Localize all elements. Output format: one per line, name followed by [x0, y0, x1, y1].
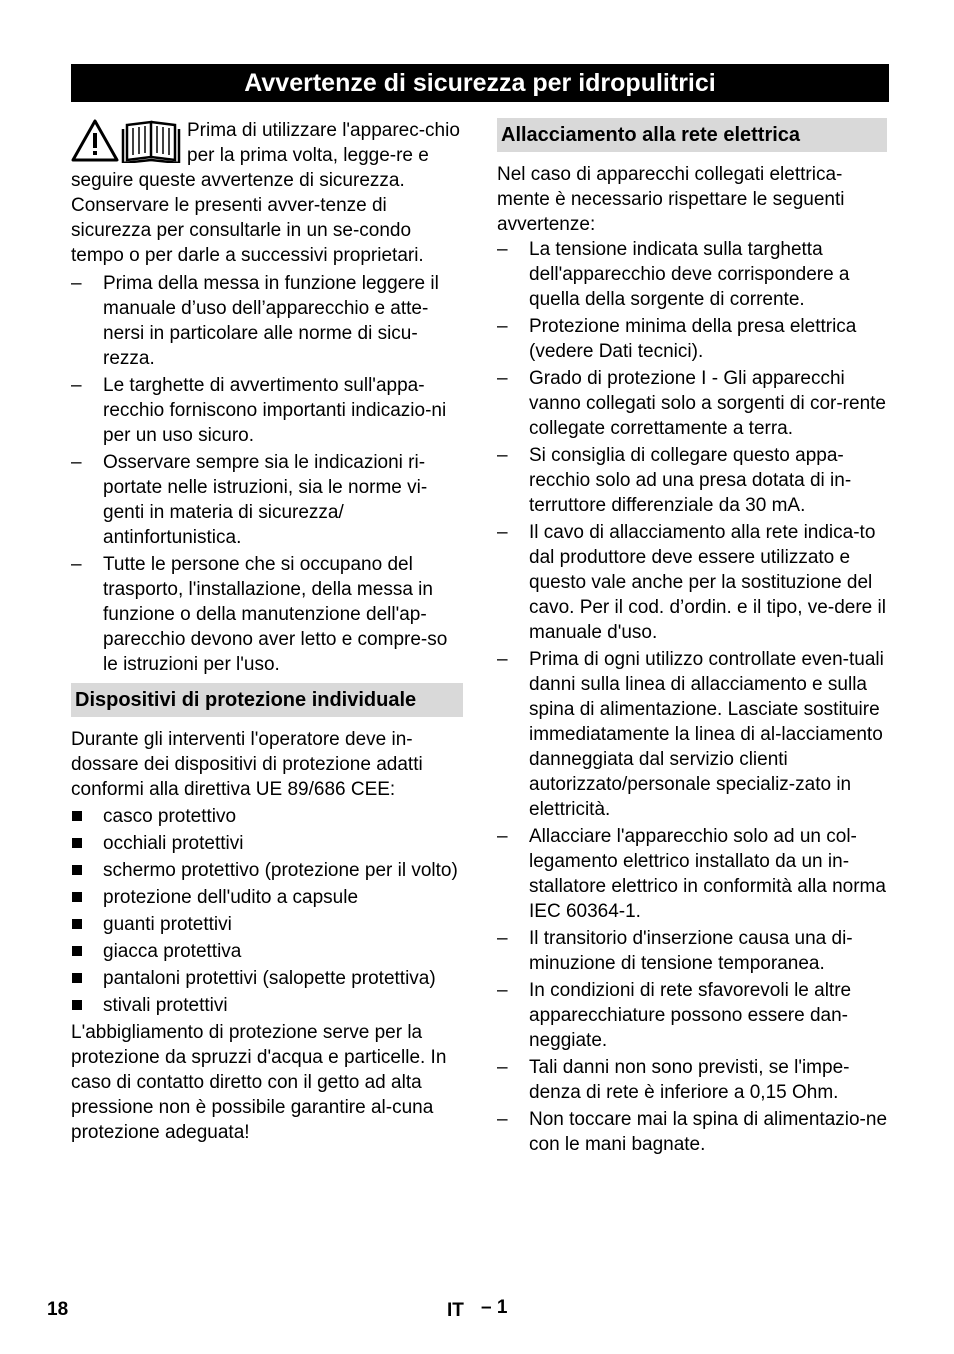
list-item: casco protettivo: [71, 804, 463, 829]
list-item: – La tensione indicata sulla targhetta dell'apparecchio deve corrispondere a quella della sorgente di corrente.: [497, 237, 887, 312]
protective-clothing-note: L'abbigliamento di protezione serve per la protezione da spruzzi d'acqua e particelle. In caso di contatto diretto con il getto ad alta pressione non è possibile garantire al-cuna protezione adeguata!: [71, 1022, 447, 1143]
list-item: pantaloni protettivi (salopette protettiva): [71, 966, 463, 991]
list-item: – Protezione minima della presa elettrica (vedere Dati tecnici).: [497, 314, 887, 364]
language-code: IT: [447, 1300, 464, 1321]
list-item: – Non toccare mai la spina di alimentazio-ne con le mani bagnate.: [497, 1107, 887, 1157]
list-item: – In condizioni di rete sfavorevoli le altre apparecchiature possono essere dan-neggiate.: [497, 978, 887, 1053]
list-item: giacca protettiva: [71, 939, 463, 964]
list-item: – Allacciare l'apparecchio solo ad un col-legamento elettrico installato da un in-stallatore elettrico in conformità alla norma IEC 60364-1.: [497, 824, 887, 924]
list-item: schermo protettivo (protezione per il volto): [71, 858, 463, 883]
list-item: – Tutte le persone che si occupano del trasporto, l'installazione, della messa in funzione o della manutenzione dell'ap-parecchio devono aver letto e compre-so le istruzioni per l'uso.: [71, 552, 463, 677]
section-heading-electrical-connection: Allacciamento alla rete elettrica: [497, 118, 887, 152]
list-item: – Osservare sempre sia le indicazioni ri-portate nelle istruzioni, sia le norme vi-genti in materia di sicurezza/ antinfortunistica.: [71, 450, 463, 550]
electrical-instructions-list: [497, 237, 887, 1157]
intro-text: Prima di utilizzare l'apparec-chio per la prima volta, legge-re e seguire queste avvertenze di sicurezza. Conservare le presenti avver-tenze di sicurezza per consultarle in un se-condo tempo o per darle a successivi proprietari.: [71, 120, 460, 266]
section-heading-protective-equipment: Dispositivi di protezione individuale: [71, 683, 463, 717]
list-item: – Tali danni non sono previsti, se l'impe-denza di rete è inferiore a 0,15 Ohm.: [497, 1055, 887, 1105]
list-item: – Prima di ogni utilizzo controllate even-tuali danni sulla linea di allacciamento e sulla spina di alimentazione. Lasciate sostituire immediatamente la linea di al-lacciamento danneggiata dal servizio clienti autorizzato/personale specializ-zato in elettricità.: [497, 647, 887, 822]
right-column: [497, 118, 887, 1159]
safety-icons: [71, 119, 181, 163]
warning-triangle-icon: [73, 121, 117, 160]
protective-equipment-intro: Durante gli interventi l'operatore deve in-dossare dei dispositivi di protezione adatti conformi alla direttiva UE 89/686 CEE:: [71, 729, 423, 800]
manual-book-icon: [123, 122, 179, 163]
safety-instructions-list: [71, 271, 463, 677]
list-item: occhiali protettivi: [71, 831, 463, 856]
list-item: stivali protettivi: [71, 993, 463, 1018]
left-column: [71, 118, 463, 1145]
list-item: – Prima della messa in funzione leggere il manuale d’uso dell’apparecchio e atte-nersi in particolare alle norme di sicu-rezza.: [71, 271, 463, 371]
list-item: – Grado di protezione I - Gli apparecchi vanno collegati solo a sorgenti di cor-rente collegate correttamente a terra.: [497, 366, 887, 441]
list-item: guanti protettivi: [71, 912, 463, 937]
list-item: – Si consiglia di collegare questo appa-recchio solo ad una presa dotata di in-terruttore differenziale da 30 mA.: [497, 443, 887, 518]
list-item: – Le targhette di avvertimento sull'appa-recchio forniscono importanti indicazio-ni per un uso sicuro.: [71, 373, 463, 448]
list-item: – Il cavo di allacciamento alla rete indica-to dal produttore deve essere utilizzato e questo vale anche per la sostituzione del cavo. Per il cod. d’ordin. e il tipo, ve-dere il manuale d'uso.: [497, 520, 887, 645]
list-item: protezione dell'udito a capsule: [71, 885, 463, 910]
list-item: – Il transitorio d'inserzione causa una di-minuzione di tensione temporanea.: [497, 926, 887, 976]
intro-block: [71, 118, 463, 268]
section-marker: – 1: [481, 1297, 508, 1318]
protective-equipment-list: [71, 804, 463, 1018]
page-number: 18: [47, 1299, 69, 1320]
electrical-intro: Nel caso di apparecchi collegati elettrica-mente è necessario rispettare le seguenti avvertenze:: [497, 164, 845, 235]
page-title: Avvertenze di sicurezza per idropulitrici: [71, 64, 889, 102]
